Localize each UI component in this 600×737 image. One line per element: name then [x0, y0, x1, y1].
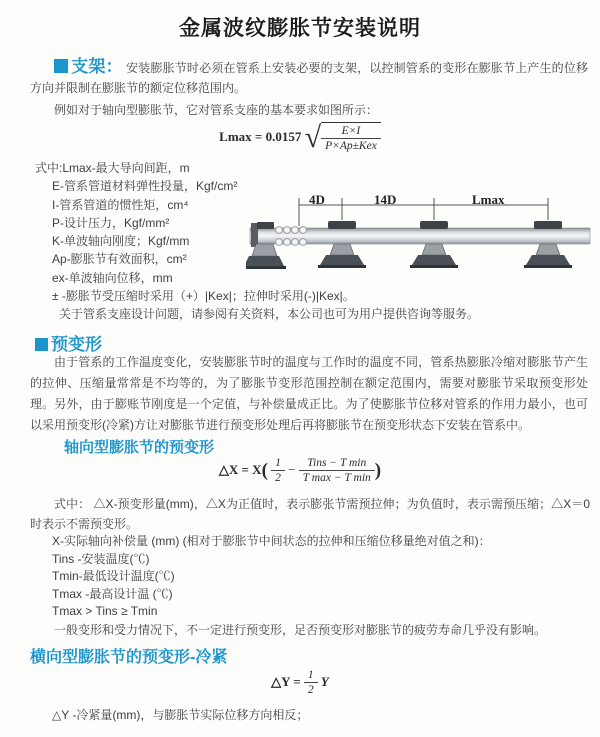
definitions-where-label: 式中:Lmax-最大导向间距，m — [35, 161, 190, 175]
lmax-radicand — [321, 122, 381, 154]
lateral-predeform-heading: 横向型膨胀节的预变形-冷紧 — [30, 649, 228, 666]
support-intro-text: 安装膨胀节时必须在管系上安装必要的支架，以控制管系的变形在膨胀节上产生的位移方向并限制在膨胀节的额定位移范围内。 — [30, 61, 588, 95]
lateral-formula-rhs: Y — [320, 673, 329, 689]
lateral-definition-line: △Y -冷紧量(mm)，与膨胀节实际位移方向相反； — [52, 708, 309, 722]
axial-line-tmax: Tmax -最高设计温 (℃) — [52, 586, 173, 601]
definition-item: K-单波轴向刚度；Kgf/mm — [52, 234, 190, 249]
axial-line-x: X-实际轴向补偿量 (mm) (相对于膨胀节中间状态的拉伸和压缩位移量绝对值之和)： — [52, 534, 491, 548]
definition-item: I-管系管道的惯性矩，cm⁴ — [52, 197, 189, 212]
axial-formula-lhs: △X = X — [218, 461, 262, 477]
lmax-denominator: P×Ap±Kex — [325, 140, 377, 153]
half-denominator: 2 — [275, 472, 281, 485]
section-square-icon — [35, 338, 48, 351]
axial-line-tins: Tins -安装温度(℃) — [52, 551, 150, 566]
lateral-formula-lhs: △Y = — [271, 673, 301, 689]
axial-where-paragraph: 式中： △X-预变形量(mm)，△X为正值时，表示膨张节需预拉伸；为负值时，表示需预压缩；△X＝0时表示不需预变形。 — [30, 497, 590, 531]
temp-denominator: T max − T min — [302, 472, 371, 485]
support-note: 关于管系支座设计问题，请参阅有关资料，本公司也可为用户提供咨询等服务。 — [59, 307, 480, 322]
half-fraction — [271, 456, 285, 486]
definition-item: ± -膨胀节受压缩时采用（+）|Kex|；拉伸时采用(-)|Kex|。 — [52, 289, 355, 304]
diagram-label-4d: 4D — [309, 192, 325, 207]
axial-formula — [0, 456, 600, 486]
predeform-body-paragraph: 由于管系的工作温度变化，安装膨胀节时的温度与工作时的温度不同，管系热膨胀冷缩对膨胀节产生的拉伸、压缩量常常是不均等的，为了膨胀节变形范围控制在额定范围内，需要对膨胀节采取预变形处理。另外，由于膨账节刚度是一个定值，与补偿量成正比。为了使膨胀节位移对管系的作用力最小，也可以采用预变形(冷紧)方让对膨胀节进行预变形处理后再将膨胀节在预变形状态下安装在管系中。 — [30, 355, 588, 432]
axial-definition-lines — [52, 533, 491, 621]
definition-item: Ap-膨胀节有效面积，cm² — [52, 252, 187, 267]
lateral-denominator: 2 — [307, 684, 314, 697]
axial-line-tmin: Tmin-最低设计温度(℃) — [52, 569, 175, 584]
pipe-support-diagram — [246, 192, 594, 292]
lmax-formula-lhs: Lmax = 0.0157 — [219, 128, 302, 144]
lmax-numerator: E×I — [321, 124, 381, 139]
axial-note-line: 一般变形和受力情况下，不一定进行预变形，足否预变形对膨胀节的疲劳寿命几乎没有影响。 — [54, 623, 547, 637]
support-section-heading: 支架： — [71, 57, 123, 76]
half-numerator: 1 — [271, 456, 285, 471]
definition-item: E-管系管道材料弹性投量，Kgf/cm² — [52, 179, 238, 194]
predeform-heading-label: 预变形 — [51, 335, 102, 354]
page-title: 金属波纹膨胀节安装说明 — [179, 17, 421, 40]
definition-item: ex-单波轴向位移，mm — [52, 270, 173, 285]
sqrt-symbol: √ — [304, 120, 322, 154]
lmax-fraction — [321, 124, 381, 154]
pipe-diagram-graphic — [246, 192, 594, 292]
minus-sign: − — [288, 461, 296, 477]
temperature-fraction — [299, 456, 375, 486]
lmax-formula — [0, 122, 600, 154]
support-paragraph — [30, 57, 588, 98]
support-example-line: 例如对于轴向型膨胀节，它对管系支座的基本要求如图所示： — [54, 103, 379, 117]
lateral-numerator: 1 — [304, 668, 318, 683]
diagram-label-lmax: Lmax — [472, 192, 505, 207]
axial-line-relation: Tmax > Tins ≥ Tmin — [52, 604, 158, 619]
temp-numerator: Tins − T min — [299, 456, 375, 471]
definition-item: P-设计压力，Kgf/mm² — [52, 215, 170, 230]
lateral-formula — [0, 668, 600, 698]
section-square-icon — [54, 59, 68, 73]
diagram-label-14d: 14D — [374, 192, 397, 207]
close-paren: ) — [374, 459, 382, 481]
lateral-half-fraction — [304, 668, 318, 698]
open-paren: ( — [261, 459, 268, 481]
axial-predeform-heading: 轴向型膨胀节的预变形 — [64, 439, 215, 456]
